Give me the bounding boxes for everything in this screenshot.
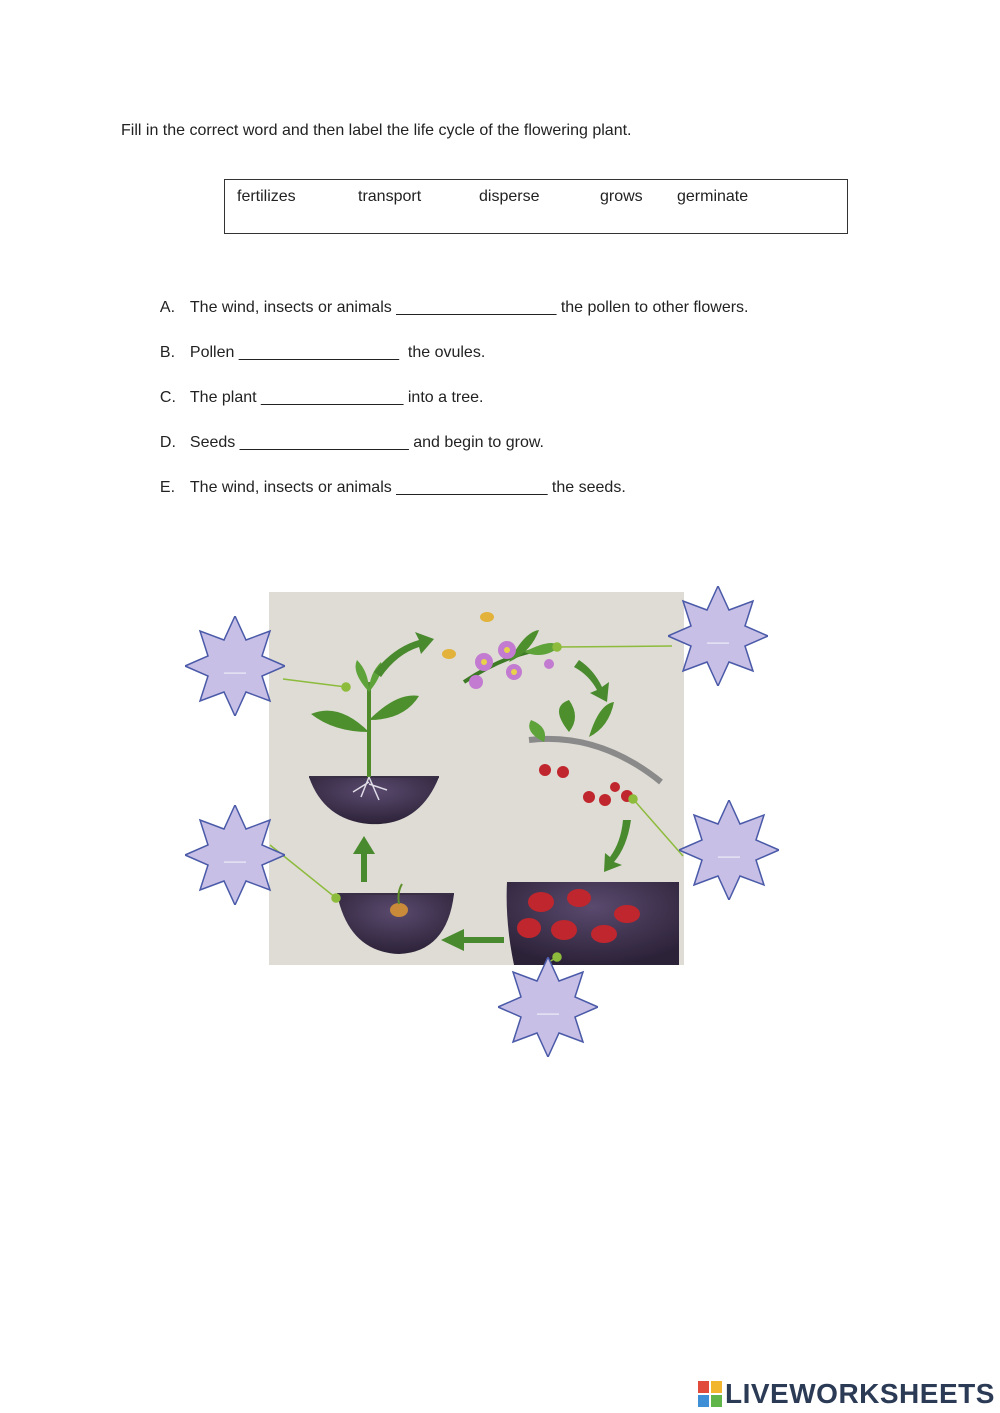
sentence-e [151,461,626,497]
logo-text: LIVEWORKSHEETS [725,1378,995,1409]
logo-icon [697,1380,723,1408]
sentence-d [151,416,544,452]
word-bank [224,179,848,234]
stage-label-star-bottom[interactable] [498,957,598,1057]
star-label-placeholder: ___ [224,847,246,863]
sentence-text-after: and begin to grow. [408,434,544,451]
fallen-fruit-stage [507,882,679,965]
sentence-text-after: the seeds. [547,479,626,496]
sentence-a [151,281,748,317]
star-label-placeholder: ___ [718,842,740,858]
stage-label-star-left[interactable] [185,805,285,905]
sentence-letter: C. [159,389,176,406]
fill-in-blank[interactable]: _________________ [396,479,548,496]
sentence-b [151,326,485,362]
sentence-letter: D. [159,434,176,451]
liveworksheets-logo[interactable] [697,1378,995,1410]
fill-in-blank[interactable]: ________________ [261,389,404,406]
stage-label-star-top-right[interactable] [668,586,768,686]
fill-in-blank[interactable]: ___________________ [239,434,409,451]
stage-label-star-right[interactable] [679,800,779,900]
sentence-c [151,371,483,407]
fill-in-blank[interactable]: __________________ [396,299,557,316]
fill-in-blank[interactable]: __________________ [238,344,399,361]
star-label-placeholder: ___ [707,628,729,644]
life-cycle-illustration [269,592,684,965]
star-label-placeholder: ___ [537,999,559,1015]
life-cycle-drawing [269,592,684,965]
sentence-text-before: The wind, insects or animals [189,299,397,316]
sentence-letter: E. [159,479,176,496]
sentence-text-before: Seeds [189,434,240,451]
sentence-text-after: into a tree. [403,389,484,406]
stage-label-star-top-left[interactable] [185,616,285,716]
sentence-text-before: The plant [189,389,262,406]
sentence-text-after: the pollen to other flowers. [556,299,749,316]
word-bank-item: germinate [677,188,749,205]
sentence-letter: A. [159,299,176,316]
sentence-text-before: Pollen [189,344,239,361]
word-bank-item: grows [600,188,643,205]
sentence-letter: B. [159,344,176,361]
sentence-text-after: the ovules. [398,344,486,361]
sentence-text-before: The wind, insects or animals [189,479,397,496]
word-bank-item: disperse [479,188,540,205]
instruction-text: Fill in the correct word and then label the life cycle of the flowering plant. [121,122,632,139]
star-label-placeholder: ___ [224,658,246,674]
word-bank-item: transport [358,188,422,205]
word-bank-item: fertilizes [237,188,296,205]
